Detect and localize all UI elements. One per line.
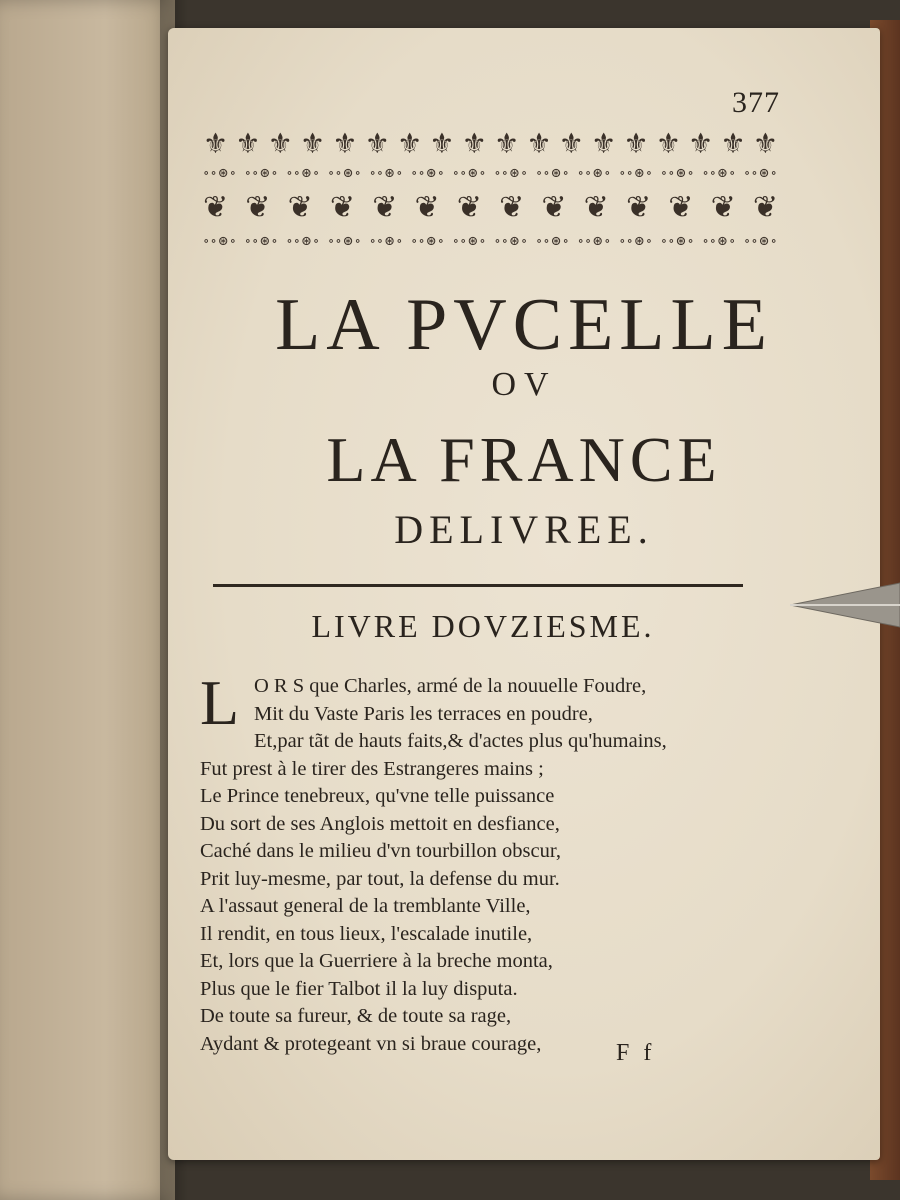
scroll-dot-icon: ∘∘⊛∘ (327, 233, 362, 249)
verse-line: Il rendit, en tous lieux, l'escalade inutile, (200, 922, 533, 945)
scroll-dot-icon: ∘∘⊛∘ (743, 165, 778, 181)
scrollwork-icon: ❦ (456, 189, 482, 225)
fleur-de-lis-icon: ⚜ (267, 126, 293, 160)
fleur-de-lis-icon: ⚜ (203, 126, 229, 160)
scroll-dot-icon: ∘∘⊛∘ (203, 233, 238, 249)
verse-block (200, 667, 820, 1058)
verse-line: Et, lors que la Guerriere à la breche monta, (200, 950, 553, 972)
title-line-3: LA FRANCE (326, 424, 722, 495)
fleur-de-lis-icon: ⚜ (429, 126, 455, 160)
scrollwork-icon: ❦ (752, 189, 778, 225)
fleur-de-lis-icon: ⚜ (655, 126, 681, 160)
fleur-de-lis-icon: ⚜ (300, 126, 326, 160)
scroll-dot-icon: ∘∘⊛∘ (494, 165, 529, 181)
scroll-dot-icon: ∘∘⊛∘ (244, 165, 279, 181)
scrollwork-icon: ❦ (414, 189, 440, 225)
fleur-de-lis-icon: ⚜ (591, 126, 617, 160)
title-line-4: DELIVREE. (394, 507, 654, 552)
scrollwork-icon: ❦ (668, 189, 694, 225)
title-line-2: OV (491, 366, 557, 403)
scroll-dot-icon: ∘∘⊛∘ (660, 165, 695, 181)
scrollwork-icon: ❦ (583, 189, 609, 225)
scroll-dot-icon: ∘∘⊛∘ (452, 233, 487, 249)
horizontal-rule (213, 584, 743, 587)
verse-line: Du sort de ses Anglois mettoit en desfiance, (200, 812, 560, 835)
scroll-dot-icon: ∘∘⊛∘ (411, 233, 446, 249)
fleur-de-lis-row (203, 123, 778, 163)
fleur-de-lis-icon: ⚜ (332, 126, 358, 160)
scroll-dot-icon: ∘∘⊛∘ (369, 233, 404, 249)
page-number: 377 (732, 86, 780, 119)
scroll-dot-icon: ∘∘⊛∘ (619, 233, 654, 249)
scroll-dot-icon: ∘∘⊛∘ (702, 233, 737, 249)
dotted-border-row (203, 231, 778, 251)
scrollwork-icon: ❦ (245, 189, 271, 225)
scroll-dot-icon: ∘∘⊛∘ (244, 233, 279, 249)
dotted-border-row (203, 163, 778, 183)
catchword: F f (616, 1040, 656, 1066)
drop-cap: L (200, 667, 240, 738)
page-pointer-clip (790, 575, 900, 635)
fleur-de-lis-icon: ⚜ (494, 126, 520, 160)
scrollwork-icon: ❦ (625, 189, 652, 225)
fleur-de-lis-icon: ⚜ (720, 126, 746, 160)
fleur-de-lis-icon: ⚜ (558, 126, 584, 160)
verse-line: Prit luy-mesme, par tout, la defense du mur. (200, 867, 560, 890)
scroll-dot-icon: ∘∘⊛∘ (286, 233, 321, 249)
verse-line: A l'assaut general de la tremblante Ville, (200, 895, 531, 917)
verse-line: Le Prince tenebreux, qu'vne telle puissance (200, 785, 555, 807)
header-ornament (203, 123, 778, 273)
scroll-dot-icon: ∘∘⊛∘ (577, 165, 612, 181)
scroll-dot-icon: ∘∘⊛∘ (743, 233, 778, 249)
scroll-dot-icon: ∘∘⊛∘ (535, 165, 570, 181)
scroll-dot-icon: ∘∘⊛∘ (286, 165, 321, 181)
verse-line: Caché dans le milieu d'vn tourbillon obscur, (200, 840, 561, 862)
scrollwork-icon: ❦ (541, 189, 567, 225)
verse-line: Et,par tãt de hauts faits,& d'actes plus qu'humains, (254, 730, 667, 752)
scroll-dot-icon: ∘∘⊛∘ (577, 233, 612, 249)
verse-line: O R S que Charles, armé de la nouuelle Foudre, (254, 675, 647, 697)
fleur-de-lis-icon: ⚜ (688, 126, 714, 160)
title-line-1: LA PVCELLE (275, 284, 773, 366)
fleur-de-lis-icon: ⚜ (397, 126, 423, 160)
scrollwork-icon: ❦ (710, 189, 736, 225)
verse-line: Aydant & protegeant vn si braue courage, (200, 1032, 542, 1055)
scroll-dot-icon: ∘∘⊛∘ (702, 165, 737, 181)
scroll-dot-icon: ∘∘⊛∘ (327, 165, 362, 181)
book-heading: LIVRE DOVZIESME. (311, 608, 655, 644)
scroll-dot-icon: ∘∘⊛∘ (452, 165, 487, 181)
fleur-de-lis-icon: ⚜ (752, 126, 778, 160)
scroll-dot-icon: ∘∘⊛∘ (494, 233, 529, 249)
scroll-dot-icon: ∘∘⊛∘ (660, 233, 695, 249)
verse-line: Plus que le fier Talbot il la luy disputa. (200, 977, 518, 1000)
scroll-dot-icon: ∘∘⊛∘ (411, 165, 446, 181)
scroll-dot-icon: ∘∘⊛∘ (203, 165, 238, 181)
fleur-de-lis-icon: ⚜ (235, 126, 261, 160)
scrollwork-icon: ❦ (499, 189, 525, 225)
fleur-de-lis-icon: ⚜ (526, 126, 552, 160)
fleur-de-lis-icon: ⚜ (461, 126, 487, 160)
scroll-dot-icon: ∘∘⊛∘ (619, 165, 654, 181)
scrollwork-icon: ❦ (329, 189, 356, 225)
scrollwork-icon: ❦ (287, 189, 313, 225)
scroll-dot-icon: ∘∘⊛∘ (535, 233, 570, 249)
verse-line: De toute sa fureur, & de toute sa rage, (200, 1005, 512, 1027)
book-page (168, 28, 880, 1160)
fleur-de-lis-icon: ⚜ (364, 126, 390, 160)
scrollwork-row (203, 183, 778, 231)
verse-line: Fut prest à le tirer des Estrangeres mains ; (200, 757, 544, 780)
scrollwork-icon: ❦ (372, 189, 398, 225)
facing-page (0, 0, 175, 1200)
scrollwork-icon: ❦ (203, 189, 229, 225)
fleur-de-lis-icon: ⚜ (623, 126, 649, 160)
verse-line: Mit du Vaste Paris les terraces en poudre, (254, 702, 593, 725)
scroll-dot-icon: ∘∘⊛∘ (369, 165, 404, 181)
